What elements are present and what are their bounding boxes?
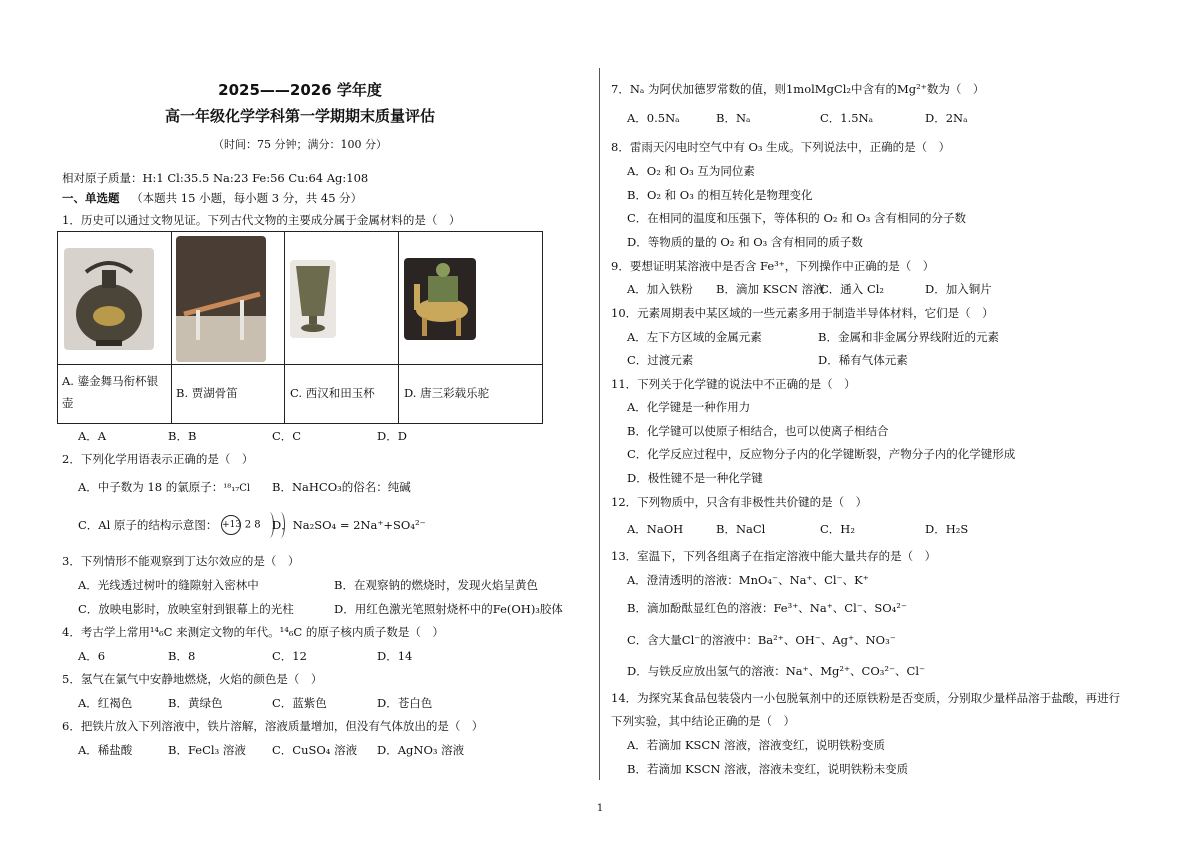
q14-stem-line2: 下列实验，其中结论正确的是（ ） <box>611 714 795 728</box>
table-divider <box>284 232 285 423</box>
q1-option-b: B．B <box>168 429 197 443</box>
q2-option-a-text: A．中子数为 18 的氯原子： <box>78 480 224 494</box>
page-number: 1 <box>596 803 604 814</box>
q5-option-d: D．苍白色 <box>377 696 433 710</box>
q3-option-c: C．放映电影时，放映室射到银幕上的光柱 <box>78 602 294 616</box>
q2-option-c <box>78 512 286 538</box>
q4-stem: 4．考古学上常用¹⁴₆C 来测定文物的年代。¹⁴₆C 的原子核内质子数是（ ） <box>62 625 444 639</box>
q13-option-c: C．含大量Cl⁻的溶液中：Ba²⁺、OH⁻、Ag⁺、NO₃⁻ <box>627 633 896 647</box>
q11-option-b: B．化学键可以使原子相结合，也可以使离子相结合 <box>627 424 889 438</box>
q14-option-a: A．若滴加 KSCN 溶液，溶液变红，说明铁粉变质 <box>627 738 885 752</box>
q9-option-d: D．加入铜片 <box>925 282 992 296</box>
q1-option-a: A．A <box>78 429 107 443</box>
q6-stem: 6．把铁片放入下列溶液中，铁片溶解，溶液质量增加，但没有气体放出的是（ ） <box>62 719 484 733</box>
q14-stem-line1: 14．为探究某食品包装袋内一小包脱氧剂中的还原铁粉是否变质，分别取少量样品溶于盐酸，再进行 <box>611 691 1121 705</box>
q10-option-b: B．金属和非金属分界线附近的元素 <box>818 330 999 344</box>
q13-option-b: B．滴加酚酞显红色的溶液：Fe³⁺、Na⁺、Cl⁻、SO₄²⁻ <box>627 601 907 615</box>
exam-time-score: （时间：75 分钟；满分：100 分） <box>213 138 387 151</box>
caption-a-line2: 壶 <box>62 396 74 410</box>
q13-option-a: A．澄清透明的溶液：MnO₄⁻、Na⁺、Cl⁻、K⁺ <box>627 573 869 587</box>
q1-stem: 1．历史可以通过文物见证。下列古代文物的主要成分属于金属材料的是（ ） <box>62 213 461 227</box>
caption-c: C. 西汉和田玉杯 <box>290 386 375 400</box>
q10-option-c: C．过渡元素 <box>627 353 694 367</box>
q3-stem: 3．下列情形不能观察到丁达尔效应的是（ ） <box>62 554 300 568</box>
atomic-masses: 相对原子质量：H:1 Cl:35.5 Na:23 Fe:56 Cu:64 Ag:108 <box>62 171 369 185</box>
q10-stem: 10．元素周期表中某区域的一些元素多用于制造半导体材料，它们是（ ） <box>611 306 994 320</box>
q6-option-b: B．FeCl₃ 溶液 <box>168 743 246 757</box>
electron-shells: 2 8 <box>244 519 261 531</box>
q8-option-c: C．在相同的温度和压强下，等体积的 O₂ 和 O₃ 含有相同的分子数 <box>627 211 966 225</box>
q7-stem: 7．Nₐ 为阿伏加德罗常数的值，则1molMgCl₂中含有的Mg²⁺数为（ ） <box>611 82 985 96</box>
caption-b: B. 贾湖骨笛 <box>176 386 238 400</box>
q9-stem: 9．要想证明某溶液中是否含 Fe³⁺，下列操作中正确的是（ ） <box>611 259 935 273</box>
artifact-table <box>57 231 543 424</box>
q4-option-c: C．12 <box>272 649 307 663</box>
silver-pot-image <box>64 248 154 350</box>
q10-option-a: A．左下方区域的金属元素 <box>627 330 762 344</box>
q3-option-b: B．在观察钠的燃烧时，发现火焰呈黄色 <box>334 578 538 592</box>
q7-option-c: C．1.5Nₐ <box>820 111 874 125</box>
q12-option-d: D．H₂S <box>925 522 969 536</box>
column-divider <box>599 68 600 780</box>
q7-option-a: A．0.5Nₐ <box>627 111 680 125</box>
q14-option-b: B．若滴加 KSCN 溶液，溶液未变红，说明铁粉未变质 <box>627 762 909 776</box>
q2-stem: 2．下列化学用语表示正确的是（ ） <box>62 452 254 466</box>
q5-option-b: B．黄绿色 <box>168 696 223 710</box>
q8-stem: 8．雷雨天闪电时空气中有 O₃ 生成。下列说法中，正确的是（ ） <box>611 140 951 154</box>
section-note: （本题共 15 小题，每小题 3 分，共 45 分） <box>131 191 363 205</box>
q11-option-a: A．化学键是一种作用力 <box>627 400 751 414</box>
q13-stem: 13．室温下，下列各组离子在指定溶液中能大量共存的是（ ） <box>611 549 937 563</box>
table-divider <box>398 232 399 423</box>
q9-option-c: C．通入 Cl₂ <box>820 282 885 296</box>
q9-option-b: B．滴加 KSCN 溶液 <box>716 282 825 296</box>
q2-option-d: D．Na₂SO₄ = 2Na⁺+SO₄²⁻ <box>272 518 426 532</box>
q3-option-a: A．光线透过树叶的缝隙射入密林中 <box>78 578 259 592</box>
caption-d: D. 唐三彩载乐驼 <box>404 386 490 400</box>
q2-option-c-text: C．Al 原子的结构示意图： <box>78 518 218 532</box>
exam-title: 高一年级化学学科第一学期期末质量评估 <box>164 107 435 125</box>
q4-option-b: B．8 <box>168 649 196 663</box>
bone-flute-image <box>176 236 266 362</box>
q8-option-b: B．O₂ 和 O₃ 的相互转化是物理变化 <box>627 188 813 202</box>
q4-option-d: D．14 <box>377 649 413 663</box>
q6-option-c: C．CuSO₄ 溶液 <box>272 743 358 757</box>
q8-option-a: A．O₂ 和 O₃ 互为同位素 <box>627 164 755 178</box>
tricolor-camel-image <box>404 258 476 340</box>
q12-option-c: C．H₂ <box>820 522 855 536</box>
table-divider <box>171 232 172 423</box>
q5-option-c: C．蓝紫色 <box>272 696 327 710</box>
q4-option-a: A．6 <box>78 649 106 663</box>
table-divider <box>58 364 542 365</box>
q5-option-a: A．红褐色 <box>78 696 133 710</box>
q13-option-d: D．与铁反应放出氢气的溶液：Na⁺、Mg²⁺、CO₃²⁻、Cl⁻ <box>627 664 926 678</box>
nucleus-circle: +13 <box>221 515 241 535</box>
q11-option-d: D．极性键不是一种化学键 <box>627 471 763 485</box>
q3-option-d: D．用红色激光笔照射烧杯中的Fe(OH)₃胶体 <box>334 602 563 616</box>
q7-option-d: D．2Nₐ <box>925 111 968 125</box>
q9-option-a: A．加入铁粉 <box>627 282 693 296</box>
q5-stem: 5．氢气在氯气中安静地燃烧，火焰的颜色是（ ） <box>62 672 323 686</box>
q11-stem: 11．下列关于化学键的说法中不正确的是（ ） <box>611 377 856 391</box>
q2-option-a <box>78 479 250 495</box>
exam-year: 2025——2026 学年度 <box>218 81 382 99</box>
jade-cup-image <box>290 260 336 338</box>
q12-option-a: A．NaOH <box>627 522 684 536</box>
section-title: 一、单选题 <box>62 191 120 205</box>
q10-option-d: D．稀有气体元素 <box>818 353 908 367</box>
q7-option-b: B．Nₐ <box>716 111 751 125</box>
q8-option-d: D．等物质的量的 O₂ 和 O₃ 含有相同的质子数 <box>627 235 863 249</box>
q6-option-a: A．稀盐酸 <box>78 743 133 757</box>
q2-option-b: B．NaHCO₃的俗名：纯碱 <box>272 480 411 494</box>
q12-stem: 12．下列物质中，只含有非极性共价键的是（ ） <box>611 495 868 509</box>
q6-option-d: D．AgNO₃ 溶液 <box>377 743 465 757</box>
caption-a-line1: A. 鎏金舞马衔杯银 <box>62 374 159 388</box>
q11-option-c: C．化学反应过程中，反应物分子内的化学键断裂，产物分子内的化学键形成 <box>627 447 1016 461</box>
q1-option-d: D．D <box>377 429 407 443</box>
q1-option-c: C．C <box>272 429 302 443</box>
q12-option-b: B．NaCl <box>716 522 766 536</box>
caption-a <box>62 370 170 414</box>
chlorine-formula: ¹⁸₁₇Cl <box>223 483 251 494</box>
section-heading <box>62 190 362 206</box>
